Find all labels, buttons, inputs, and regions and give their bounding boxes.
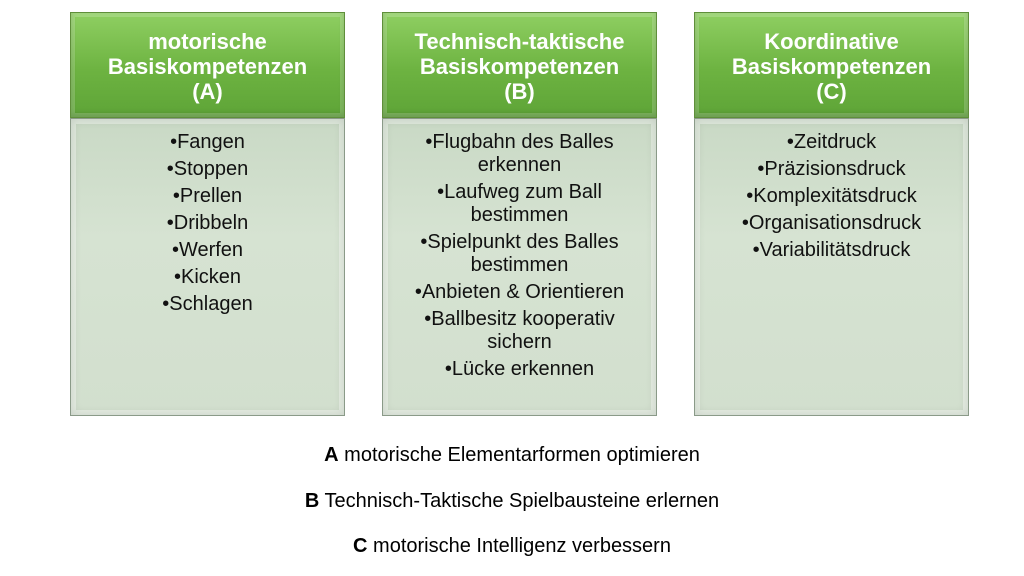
column-c-list — [694, 118, 969, 416]
legend-b — [0, 489, 1024, 513]
header-line: Koordinative — [764, 28, 899, 54]
header-line: Technisch-taktische — [414, 28, 625, 54]
list-item: •Dribbeln — [166, 212, 249, 234]
header-line: (B) — [504, 78, 535, 104]
list-item: •Werfen — [171, 239, 244, 261]
list-item: •Laufweg zum Ball bestimmen — [437, 181, 602, 226]
list-item: •Zeitdruck — [786, 131, 877, 153]
column-a-header — [70, 12, 345, 118]
legend-letter: A — [324, 444, 339, 466]
column-b-list — [382, 118, 657, 416]
header-line: Basiskompetenzen — [107, 53, 308, 79]
column-c — [694, 12, 969, 416]
column-c-header — [694, 12, 969, 118]
column-a-list — [70, 118, 345, 416]
header-line: Basiskompetenzen — [731, 53, 932, 79]
header-line: motorische — [148, 28, 267, 54]
legend-letter: B — [304, 490, 320, 512]
list-item: •Spielpunkt des Balles bestimmen — [420, 231, 619, 276]
list-item: •Präzisionsdruck — [757, 158, 906, 180]
list-item: •Variabilitätsdruck — [752, 239, 911, 261]
column-b-header — [382, 12, 657, 118]
legend-text: motorische Elementarformen optimieren — [344, 444, 700, 466]
legend-text: Technisch-Taktische Spielbausteine erlernen — [324, 490, 720, 512]
header-line: (C) — [816, 78, 847, 104]
legend-letter: C — [353, 535, 368, 557]
legend-text: motorische Intelligenz verbessern — [373, 535, 671, 557]
header-line: Basiskompetenzen — [419, 53, 620, 79]
list-item: •Anbieten & Orientieren — [414, 281, 625, 303]
list-item: •Komplexitätsdruck — [746, 185, 917, 207]
list-item: •Schlagen — [162, 293, 253, 315]
column-a — [70, 12, 345, 416]
list-item: •Organisationsdruck — [741, 212, 922, 234]
list-item: •Ballbesitz kooperativ sichern — [424, 308, 615, 353]
list-item: •Fangen — [170, 131, 245, 153]
legend-c — [0, 534, 1024, 558]
list-item: •Kicken — [173, 266, 242, 288]
list-item: •Stoppen — [166, 158, 249, 180]
header-line: (A) — [192, 78, 223, 104]
list-item: •Prellen — [172, 185, 243, 207]
legend-a — [0, 443, 1024, 467]
list-item: •Flugbahn des Balles erkennen — [425, 131, 614, 176]
column-b — [382, 12, 657, 416]
list-item: •Lücke erkennen — [444, 358, 595, 380]
